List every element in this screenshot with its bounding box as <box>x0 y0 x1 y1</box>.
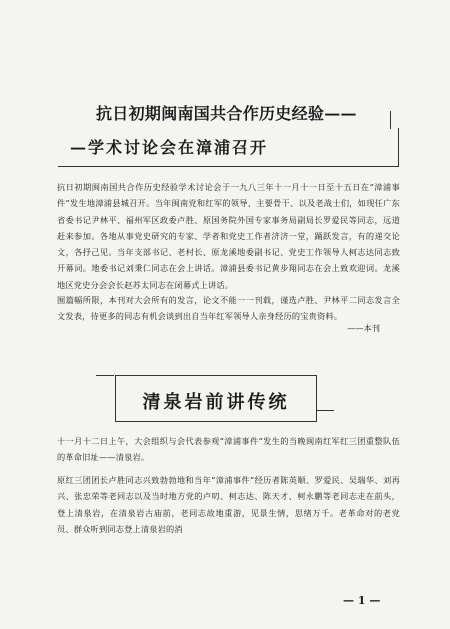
article-paragraph: 十一月十二日上午，大会组织与会代表参观“漳浦事件”发生的当晚闽南红军红三团重整队伍的革命旧址——清泉岩。 <box>57 436 400 463</box>
title-bracket-line <box>390 111 391 129</box>
heading-box-decoration <box>316 410 334 411</box>
heading-box-decoration <box>96 375 114 376</box>
page-number: — 1 — <box>343 594 381 607</box>
article-paragraph: 抗日初期闽南国共合作历史经验学术讨论会于一九八三年十一月十一日至十五日在“漳浦事件”发生地漳浦县城召开。当年闽南党和红军的领导、主要骨干、以及老战士们，如现任广东省委书记尹林平、福州军区政委卢胜、原国务院外国专家事务局副局长罗爱民等同志，远道赶来参加。各地从事党史研究的专家、学者和党史工作者济济一堂，踊跃发言，有的递交论文，各抒己见。当年支部书记、老村长、原龙溪地委副书记、党史工作领导人柯志达同志致开幕词。地委书记刘秉仁同志在会上讲话。漳浦县委书记黄步翔同志在会上致欢迎词。龙溪地区党史分会会长赵苏太同志在闭幕式上讲话。 <box>57 182 400 290</box>
article-subtitle: —学术讨论会在漳浦召开 <box>70 138 269 157</box>
section-heading: 清泉岩前讲传统 <box>142 392 290 413</box>
article-paragraph: 囿篇幅所限，本刊对大会所有的发言，论文不能一一刊载，谨选卢胜、尹林平二同志发言全文发表，待更多的同志有机会谈到出自当年红军领导人亲身经历的宝贵资料。 <box>57 295 400 322</box>
article-signature: ——本刊 <box>347 323 380 333</box>
article-title: 抗日初期闽南国共合作历史经验—— <box>96 104 357 123</box>
article-paragraph: 原红三团团长卢胜同志兴致勃勃地和当年“漳浦事件”经历者陈英顺、罗爱民、吴瑞华、刘再兴、张忠荣等老同志以及当时地方党的卢叨、柯志达、陈天才、柯永鹏等老同志走在前头，登上清泉岩，在清泉岩古庙前，老同志故地重游，见景生情，思绪万千。老革命对的老党员、群众听到同志登上清泉岩的消 <box>57 475 400 534</box>
